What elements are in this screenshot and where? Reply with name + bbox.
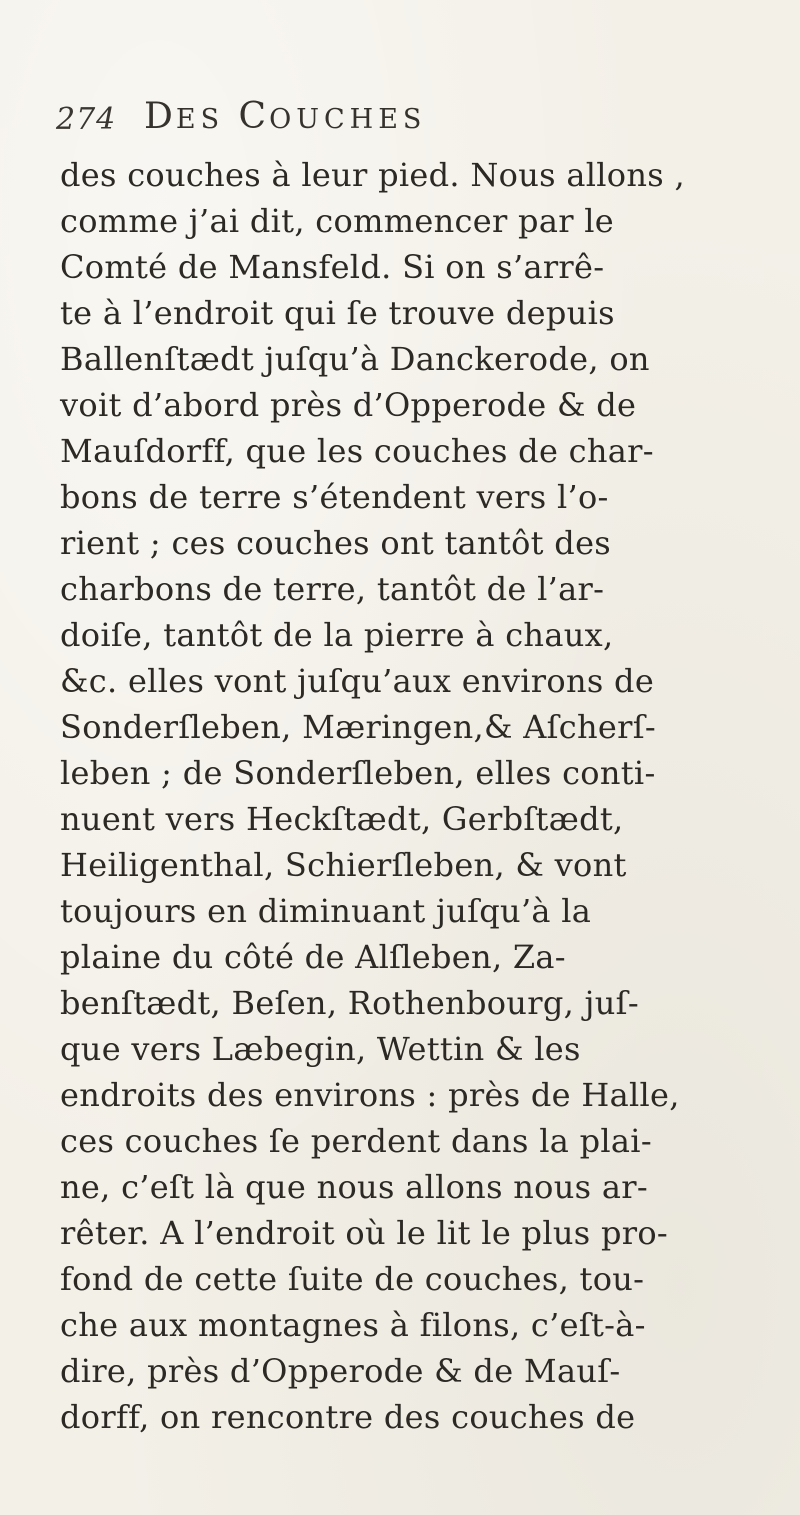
text-line: des couches à leur pied. Nous allons ,: [60, 156, 685, 194]
text-line: che aux montagnes à filons, c’eſt-à-: [60, 1306, 646, 1344]
text-line: bons de terre s’étendent vers l’o-: [60, 478, 609, 516]
running-head-rest-2: OUCHES: [269, 104, 427, 135]
text-line: charbons de terre, tantôt de l’ar-: [60, 570, 605, 608]
running-head-initial-2: C: [238, 96, 270, 137]
text-line: dorff, on rencontre des couches de: [60, 1398, 636, 1436]
running-head-initial-1: D: [144, 96, 176, 137]
text-line: endroits des environs : près de Halle,: [60, 1076, 680, 1114]
text-line: nuent vers Heckſtædt, Gerbſtædt,: [60, 800, 624, 838]
text-line: toujours en diminuant juſqu’à la: [60, 892, 592, 930]
text-line: te à l’endroit qui ſe trouve depuis: [60, 294, 615, 332]
text-line: Heiligenthal, Schierſleben, & vont: [60, 846, 627, 884]
body-text: [60, 152, 780, 1440]
text-line: dire, près d’Opperode & de Mauſ-: [60, 1352, 621, 1390]
page-number: 274: [56, 102, 117, 137]
running-head: [144, 96, 426, 137]
page-header: [56, 96, 756, 156]
text-line: &c. elles vont juſqu’aux environs de: [60, 662, 655, 700]
text-line: que vers Læbegin, Wettin & les: [60, 1030, 581, 1068]
text-line: rêter. A l’endroit où le lit le plus pro-: [60, 1214, 669, 1252]
text-line: Sonderſleben, Mæringen,& Aſcherſ-: [60, 708, 657, 746]
text-line: comme j’ai dit, commencer par le: [60, 202, 615, 240]
running-head-rest-1: ES: [175, 104, 225, 135]
text-line: benſtædt, Beſen, Rothenbourg, juſ-: [60, 984, 639, 1022]
text-line: Ballenſtædt juſqu’à Danckerode, on: [60, 340, 650, 378]
text-line: doiſe, tantôt de la pierre à chaux,: [60, 616, 614, 654]
text-line: Mauſdorff, que les couches de char-: [60, 432, 654, 470]
text-line: leben ; de Sonderſleben, elles conti-: [60, 754, 656, 792]
text-line: plaine du côté de Alſleben, Za-: [60, 938, 566, 976]
text-line: ne, c’eſt là que nous allons nous ar-: [60, 1168, 648, 1206]
text-line: ces couches ſe perdent dans la plai-: [60, 1122, 652, 1160]
text-line: voit d’abord près d’Opperode & de: [60, 386, 637, 424]
text-line: rient ; ces couches ont tantôt des: [60, 524, 612, 562]
text-line: fond de cette ſuite de couches, tou-: [60, 1260, 645, 1298]
text-line: Comté de Mansfeld. Si on s’arrê-: [60, 248, 605, 286]
